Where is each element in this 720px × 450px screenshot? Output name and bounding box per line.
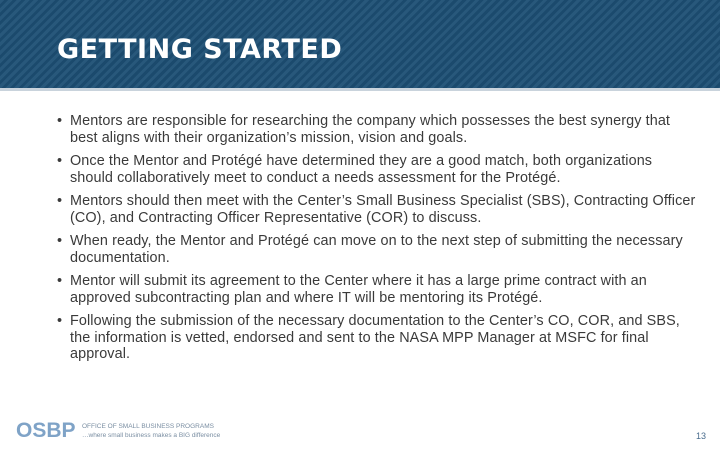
bullet-text: When ready, the Mentor and Protégé can move on to the next step of submitting the necessary documentation. <box>70 233 683 266</box>
bullet-text: Following the submission of the necessary documentation to the Center’s CO, COR, and SBS, the information is vetted, endorsed and sent to the NASA MPP Manager at MSFC for final approval. <box>70 313 680 362</box>
logo-line-tagline: …where small business makes a BIG difference <box>82 431 221 439</box>
bullet-item <box>57 313 697 363</box>
bullet-marker: • <box>57 233 63 249</box>
bullet-item <box>57 193 697 226</box>
page-number: 13 <box>695 431 706 441</box>
bullet-marker: • <box>57 113 63 129</box>
osbp-logo-text <box>82 423 220 440</box>
bullet-text: Once the Mentor and Protégé have determined they are a good match, both organizations should collaboratively meet to conduct a needs assessment for the Protégé. <box>70 153 653 186</box>
bullet-marker: • <box>57 193 63 209</box>
osbp-logo <box>16 419 246 445</box>
logo-line-office: OFFICE OF SMALL BUSINESS PROGRAMS <box>82 423 214 430</box>
bullet-text: Mentors are responsible for researching the company which possesses the best synergy that best aligns with their organization’s mission, vision and goals. <box>70 113 671 146</box>
bullet-item <box>57 113 697 146</box>
bullet-item <box>57 233 697 266</box>
bullet-list <box>57 113 697 370</box>
osbp-logo-mark: OSBP <box>16 419 76 442</box>
bullet-item <box>57 153 697 186</box>
bullet-marker: • <box>57 273 63 289</box>
header-divider <box>0 88 720 91</box>
bullet-marker: • <box>57 153 63 169</box>
bullet-item <box>57 273 697 306</box>
slide-title: GETTING STARTED <box>57 34 343 65</box>
bullet-text: Mentor will submit its agreement to the Center where it has a large prime contract with an approved subcontracting plan and where IT will be mentoring its Protégé. <box>70 273 647 306</box>
bullet-text: Mentors should then meet with the Center’s Small Business Specialist (SBS), Contracting Officer (CO), and Contracting Officer Representative (COR) to discuss. <box>70 193 696 226</box>
bullet-marker: • <box>57 313 63 329</box>
